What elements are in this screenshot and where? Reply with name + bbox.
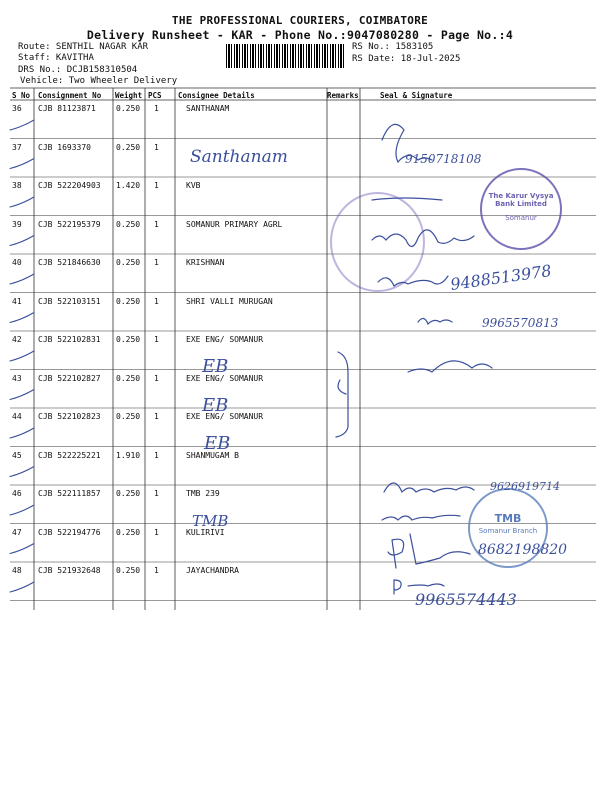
cell-consignee: KULIRIVI: [186, 527, 225, 537]
cell-pcs: 1: [154, 527, 159, 537]
company-name: THE PROFESSIONAL COURIERS, COIMBATORE: [171, 14, 429, 27]
signature-42: [408, 361, 492, 372]
cell-pcs: 1: [154, 373, 159, 383]
tick-mark: [10, 582, 34, 592]
cell-consignee: EXE ENG/ SOMANUR: [186, 412, 264, 421]
cell-consignee: SANTHANAM: [186, 104, 230, 113]
cell-consignment: CJB 521846630: [38, 258, 101, 267]
cell-pcs: 1: [154, 104, 159, 113]
cell-consignment: CJB 522111857: [38, 489, 101, 498]
cell-weight: 0.250: [116, 104, 141, 113]
signature-41: [418, 318, 452, 324]
handwritten-phone: 9488513978: [449, 261, 553, 294]
route: Route: SENTHIL NAGAR KAR: [18, 42, 149, 52]
cell-weight: 0.250: [116, 296, 141, 306]
cell-consignment: CJB 522195379: [38, 219, 101, 229]
cell-pcs: 1: [154, 258, 159, 267]
signature-39: [372, 230, 474, 247]
tick-mark: [10, 428, 34, 438]
cell-pcs: 1: [154, 566, 159, 575]
tick-mark: [10, 159, 34, 169]
tick-mark: [10, 505, 34, 515]
tick-mark: [10, 351, 34, 361]
tick-mark: [10, 274, 34, 284]
cell-consignee: SHANMUGAM B: [186, 450, 239, 460]
cell-weight: 0.250: [116, 489, 141, 498]
cell-weight: 0.250: [116, 527, 141, 537]
vehicle: Vehicle: Two Wheeler Delivery: [20, 76, 178, 86]
col-consignment: Consignment No: [38, 91, 102, 100]
cell-sno: 47: [12, 527, 22, 537]
signature-47: [388, 534, 470, 568]
signature-46: [382, 515, 460, 520]
cell-weight: 0.250: [116, 258, 141, 267]
cell-sno: 44: [12, 412, 22, 421]
cell-weight: 0.250: [116, 142, 141, 152]
tick-mark: [10, 467, 34, 477]
col-weight: Weight: [115, 91, 143, 100]
rs-number: RS No.: 1583105: [352, 42, 434, 52]
cell-sno: 37: [12, 142, 22, 152]
cell-weight: 0.250: [116, 219, 141, 229]
cell-sno: 38: [12, 181, 22, 190]
handwritten-eb: EB: [202, 356, 229, 377]
handwritten-phone: 9965574443: [415, 590, 517, 609]
rs-date: RS Date: 18-Jul-2025: [352, 54, 461, 64]
cell-sno: 39: [12, 219, 22, 229]
cell-weight: 0.250: [116, 373, 141, 383]
cell-pcs: 1: [154, 296, 159, 306]
cell-consignment: CJB 522102823: [38, 412, 101, 421]
col-seal-signature: Seal & Signature: [380, 91, 453, 100]
cell-sno: 40: [12, 258, 22, 267]
cell-consignment: CJB 522194776: [38, 527, 101, 537]
col-consignee: Consignee Details: [178, 91, 255, 100]
cell-consignee: JAYACHANDRA: [186, 566, 239, 575]
cell-sno: 46: [12, 489, 22, 498]
cell-sno: 36: [12, 104, 22, 113]
cell-consignment: CJB 521932648: [38, 566, 101, 575]
kvb-seal-branch: Somanur: [505, 214, 537, 222]
cell-pcs: 1: [154, 335, 159, 344]
kvb-seal-text: The Karur Vysya Bank Limited: [488, 192, 554, 208]
col-sno: S No: [12, 91, 31, 100]
cell-sno: 43: [12, 373, 22, 383]
runsheet-title: Delivery Runsheet - KAR - Phone No.:9047080280 - Page No.:4: [86, 28, 514, 42]
cell-sno: 41: [12, 296, 22, 306]
cell-sno: 42: [12, 335, 22, 344]
handwritten-phone: 9965570813: [482, 316, 559, 330]
cell-consignee: KRISHNAN: [186, 258, 225, 267]
cell-pcs: 1: [154, 489, 159, 498]
tick-mark: [10, 120, 34, 130]
cell-sno: 45: [12, 450, 22, 460]
cell-weight: 1.910: [116, 450, 141, 460]
cell-weight: 0.250: [116, 566, 141, 575]
cell-consignment: CJB 522204903: [38, 181, 101, 190]
signature-38: [372, 198, 442, 200]
cell-consignee: KVB: [186, 181, 201, 190]
signature-36: [382, 124, 432, 162]
bracket-mark: [336, 352, 348, 437]
cell-weight: 0.250: [116, 412, 141, 421]
cell-weight: 0.250: [116, 335, 141, 344]
cell-consignee: TMB 239: [186, 489, 220, 498]
cell-consignment: CJB 522102827: [38, 373, 101, 383]
cell-consignment: CJB 522102831: [38, 335, 101, 344]
cell-weight: 1.420: [116, 181, 141, 190]
handwritten-tmb: TMB: [192, 512, 229, 530]
signature-48: [394, 580, 444, 594]
tmb-seal-branch: Somanur Branch: [478, 527, 538, 535]
signature-40: [378, 276, 448, 286]
tick-mark: [10, 390, 34, 400]
cell-consignment: CJB 522225221: [38, 450, 101, 460]
tick-mark: [10, 197, 34, 207]
cell-consignee: SHRI VALLI MURUGAN: [186, 296, 273, 306]
cell-consignment: CJB 81123871: [38, 104, 96, 113]
cell-consignment: CJB 1693370: [38, 142, 91, 152]
tmb-seal-logo: TMB: [494, 512, 522, 525]
drs-number: DRS No.: DCJB158310504: [18, 65, 138, 75]
handwritten-eb: EB: [202, 395, 229, 416]
handwritten-phone: 8682198820: [478, 542, 568, 558]
handwritten-name: Santhanam: [190, 147, 288, 167]
handwritten-phone: 9150718108: [405, 152, 482, 166]
cell-pcs: 1: [154, 412, 159, 421]
cell-pcs: 1: [154, 219, 159, 229]
signature-45: [384, 483, 474, 492]
cell-pcs: 1: [154, 450, 159, 460]
cell-consignee: EXE ENG/ SOMANUR: [186, 335, 264, 344]
handwritten-eb: EB: [204, 433, 231, 454]
cell-pcs: 1: [154, 142, 159, 152]
tick-mark: [10, 544, 34, 554]
tick-mark: [10, 236, 34, 246]
col-remarks: Remarks: [327, 91, 359, 100]
staff: Staff: KAVITHA: [18, 53, 94, 63]
cell-consignee: EXE ENG/ SOMANUR: [186, 373, 264, 383]
cell-consignee: SOMANUR PRIMARY AGRL: [186, 219, 283, 229]
cell-pcs: 1: [154, 181, 159, 190]
handwritten-phone: 9626919714: [490, 480, 560, 493]
cell-sno: 48: [12, 566, 22, 575]
tick-mark: [10, 313, 34, 323]
cell-consignment: CJB 522103151: [38, 296, 101, 306]
col-pcs: PCS: [148, 91, 162, 100]
